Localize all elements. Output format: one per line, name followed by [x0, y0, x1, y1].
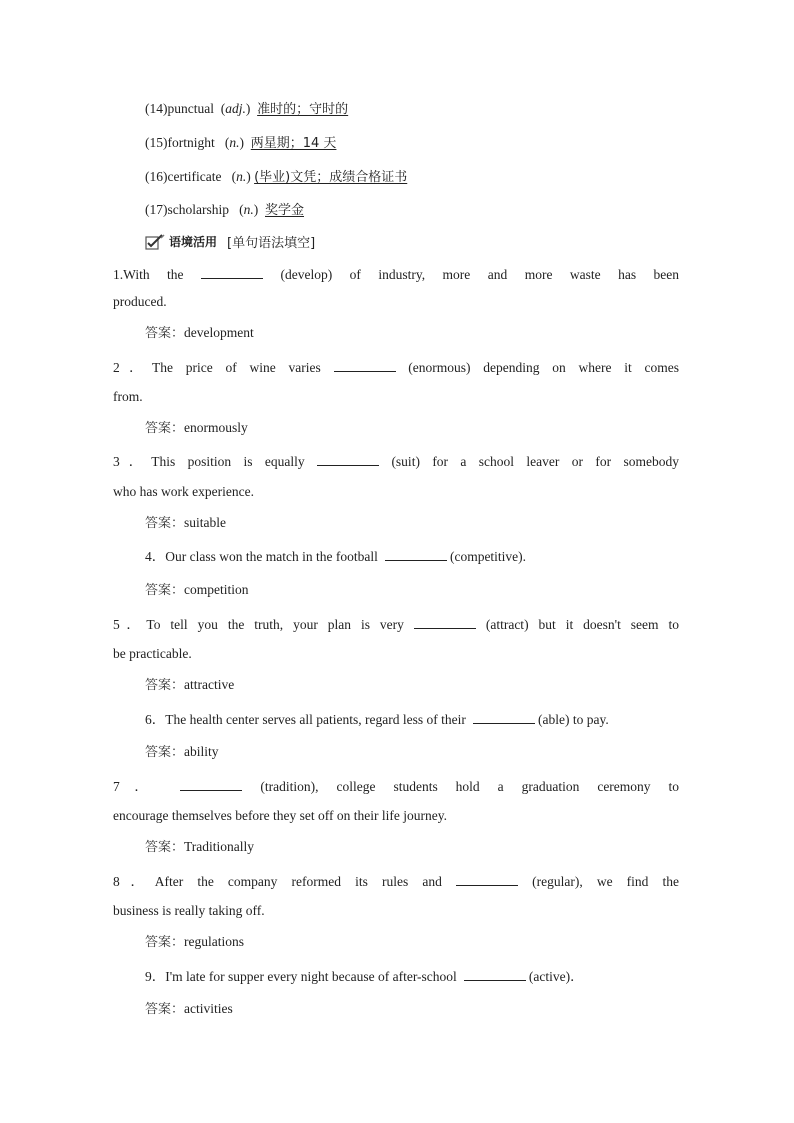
section-subtitle: [单句语法填空]	[227, 236, 316, 251]
question-continuation: encourage themselves before they set off on their life journey.	[113, 808, 447, 823]
vocab-pos: n.	[243, 202, 254, 217]
answer-blank	[473, 710, 535, 724]
vocab-word: punctual	[167, 101, 214, 116]
answer-line: 答案：attractive	[145, 677, 235, 693]
question-line: 8．After the company reformed its rules and (regular), we find the	[113, 874, 680, 889]
question-line: 1.With the (develop) of industry, more and more waste has been	[113, 267, 680, 282]
vocab-pos: adj.	[225, 101, 246, 116]
answer-text: suitable	[184, 515, 227, 530]
answer-blank	[414, 615, 476, 629]
answer-blank	[464, 967, 526, 981]
vocab-number: (16)	[145, 169, 168, 184]
vocab-number: (14)	[145, 101, 168, 116]
question-continuation: who has work experience.	[113, 484, 254, 499]
answer-text: activities	[184, 1001, 233, 1016]
answer-blank	[385, 547, 447, 561]
question-continuation: business is really taking off.	[113, 903, 265, 918]
vocab-number: (15)	[145, 135, 168, 150]
answer-text: Traditionally	[184, 839, 255, 854]
vocab-meaning: 奖学金	[265, 203, 305, 218]
vocab-item: (14)punctual (adj.) 准时的；守时的	[145, 101, 349, 117]
vocab-meaning: 准时的；守时的	[257, 102, 349, 117]
answer-line: 答案：ability	[145, 744, 219, 760]
question-line: 5．To tell you the truth, your plan is very (attract) but it doesn't seem to	[113, 617, 679, 632]
answer-line: 答案：enormously	[145, 420, 248, 436]
question-continuation: be practicable.	[113, 646, 192, 661]
answer-label: 答案：	[145, 326, 185, 341]
answer-text: attractive	[184, 677, 235, 692]
answer-line: 答案：competition	[145, 582, 249, 598]
answer-line: 答案：activities	[145, 1001, 233, 1017]
answer-line	[145, 324, 254, 343]
answer-line: 答案：Traditionally	[145, 839, 255, 855]
vocab-word: fortnight	[167, 135, 215, 150]
vocab-word: scholarship	[167, 202, 229, 217]
vocab-item: (16)certificate (n.) (毕业)文凭；成绩合格证书	[145, 169, 408, 185]
checkmark-pencil-icon	[145, 234, 165, 250]
vocab-item: (17)scholarship (n.) 奖学金	[145, 202, 305, 218]
vocab-number: (17)	[145, 202, 168, 217]
question-line: 6．The health center serves all patients, regard less of their (able) to pay.	[145, 712, 609, 727]
answer-text: competition	[184, 582, 249, 597]
answer-line: 答案：suitable	[145, 515, 227, 531]
question-continuation: from.	[113, 389, 143, 404]
answer-blank	[317, 452, 379, 466]
answer-blank	[456, 872, 518, 886]
vocab-word: certificate	[167, 169, 222, 184]
answer-blank	[334, 358, 396, 372]
section-title: 语境活用	[169, 235, 218, 249]
answer-blank	[180, 777, 242, 791]
vocab-pos: n.	[236, 169, 247, 184]
answer-blank	[201, 265, 263, 279]
answer-text: regulations	[184, 934, 245, 949]
question-line: 7． (tradition), college students hold a graduation ceremony to	[113, 779, 680, 794]
question-line: 9．I'm late for supper every night because of after-school (active)．	[145, 969, 584, 984]
vocab-item: (15)fortnight (n.) 两星期；14 天	[145, 135, 337, 151]
question-line: 2．The price of wine varies (enormous) depending on where it comes	[113, 360, 680, 375]
question-continuation: produced.	[113, 294, 167, 309]
answer-text: ability	[184, 744, 219, 759]
answer-line: 答案：regulations	[145, 934, 245, 950]
vocab-meaning: 两星期；14 天	[250, 136, 337, 151]
vocab-meaning: (毕业)文凭；成绩合格证书	[254, 170, 408, 185]
vocab-pos: n.	[229, 135, 240, 150]
section-header	[145, 232, 315, 251]
question-line: 3．This position is equally (suit) for a school leaver or for somebody	[113, 454, 680, 469]
answer-text: enormously	[184, 420, 248, 435]
answer-text: development	[184, 325, 254, 340]
question-line: 4．Our class won the match in the football (competitive).	[145, 549, 527, 564]
